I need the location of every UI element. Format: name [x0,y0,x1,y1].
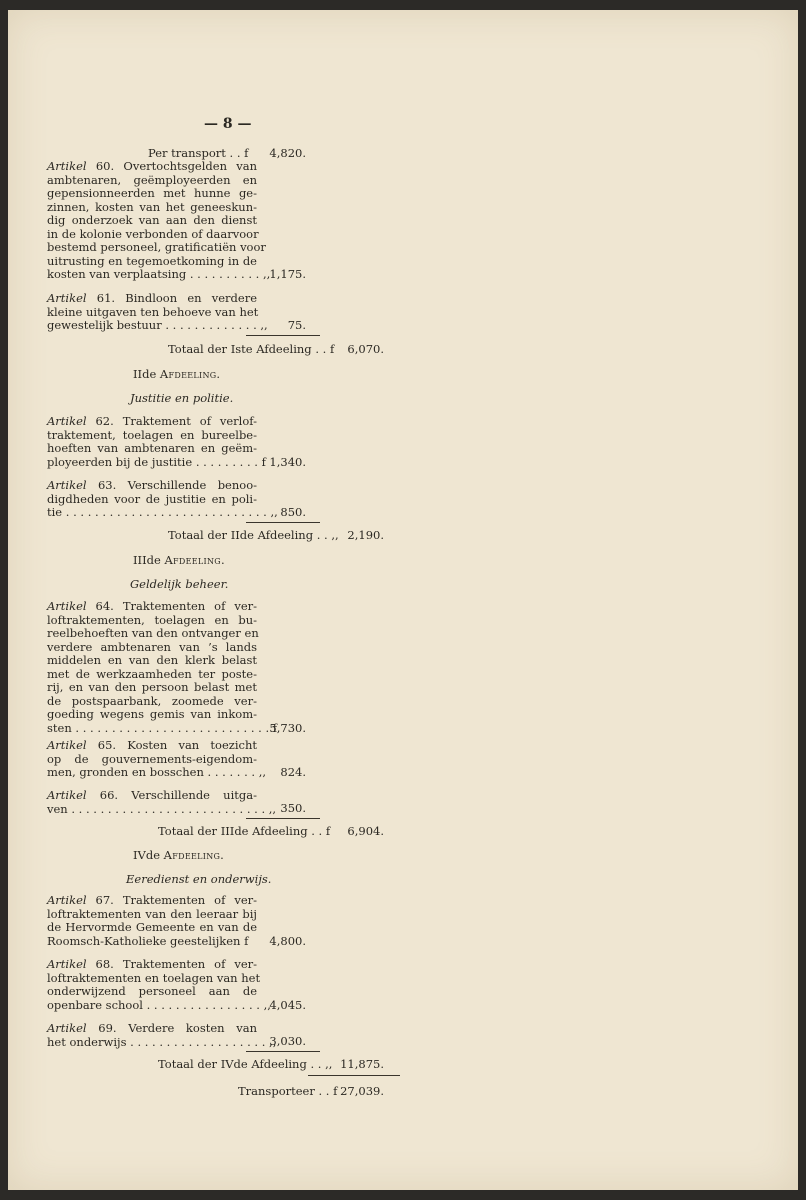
article-66-amount: 350. [280,801,306,815]
total-section-3-label: Totaal der IIIde Afdeeling . . f [158,824,331,838]
total-section-1-amount: 6,070. [347,342,384,356]
section-2-subtitle: Justitie en politie. [130,391,234,405]
article-66: Artikel 66. Verschillende uitga- ven . . . . . . . . . . . . . . . . . . . . . . . . . . . ,, [47,788,277,816]
subtotal-rule [246,335,320,336]
article-60-amount: 1,175. [269,267,306,281]
article-69-amount: 3,030. [269,1034,306,1048]
article-60: Artikel 60. Overtochtsgelden van ambtenaren, geëmployeerden en gepensionneerden met hunne ge- zinnen, kosten van het geneeskun- dig onderzoek van aan den dienst in de kolonie verbonden of daarvoor bestemd personeel, gratificatiën voor uitrusting en tegemoetkoming in de kosten van verplaatsing . . . . . . . . . . ,, [47,159,271,281]
article-68-amount: 4,045. [269,998,306,1012]
article-63: Artikel 63. Verschillende benoo- digdheden voor de justitie en poli- tie . . . . . . . . . . . . . . . . . . . . . . . . . . . . ,, [47,478,278,519]
article-63-amount: 850. [280,505,306,519]
article-62: Artikel 62. Traktement of verlof- traktement, toelagen en bureelbe- hoeften van ambtenaren en geëm- ployeerden bij de justitie . . . . . . . . . f [47,414,266,469]
total-section-2-label: Totaal der IIde Afdeeling . . ,, [168,528,339,542]
article-61: Artikel 61. Bindloon en verdere kleine uitgaven ten behoeve van het gewestelijk bestuur . . . . . . . . . . . . . ,, [47,291,268,332]
article-67-amount: 4,800. [269,934,306,948]
total-section-1-label: Totaal der Iste Afdeeling . . f [168,342,335,356]
article-65-amount: 824. [280,765,306,779]
subtotal-rule [246,522,320,523]
article-65: Artikel 65. Kosten van toezicht op de gouvernements-eigendom- men, gronden en bosschen . . . . . . . ,, [47,738,267,779]
subtotal-rule [246,818,320,819]
transport-in-amount: 4,820. [269,146,306,160]
transport-out-label: Transporteer . . f [238,1084,338,1098]
article-68: Artikel 68. Traktementen of ver- loftraktementen en toelagen van het onderwijzend personeel aan de openbare school . . . . . . . . . . . . . . . . ,, [47,957,271,1012]
transport-in-label: Per transport . . f [148,146,249,160]
article-64: Artikel 64. Traktementen of ver- loftraktementen, toelagen en bu- reelbehoeften van den ontvanger en verdere ambtenaren van ’s lands middelen en van den klerk belast met de werkzaamheden ter poste- rij, en van den persoon belast met de postspaarbank, zoomede ver- goeding wegens gemis van inkom- sten . . . . . . . . . . . . . . . . . . . . . . . . . . . f [47,599,278,735]
article-69: Artikel 69. Verdere kosten van het onderwijs . . . . . . . . . . . . . . . . . . . ,, [47,1021,277,1049]
section-2-heading: IIde Afdeeling. [133,367,221,381]
section-4-heading: IVde Afdeeling. [133,848,225,862]
page-number: — 8 — [204,116,252,132]
grand-total-rule [308,1075,400,1076]
total-section-4-label: Totaal der IVde Afdeeling . . ,, [158,1057,333,1071]
total-section-2-amount: 2,190. [347,528,384,542]
section-3-subtitle: Geldelijk beheer. [130,577,229,591]
document-page [8,10,798,1190]
article-61-amount: 75. [287,318,306,332]
subtotal-rule [246,1051,320,1052]
total-section-3-amount: 6,904. [347,824,384,838]
article-62-amount: 1,340. [269,455,306,469]
transport-out-amount: 27,039. [340,1084,384,1098]
artikel-word: Artikel [47,159,87,173]
total-section-4-amount: 11,875. [340,1057,384,1071]
article-67: Artikel 67. Traktementen of ver- loftraktementen van den leeraar bij de Hervormde Gemeente en van de Roomsch-Katholieke geestelijken f [47,893,258,948]
section-4-subtitle: Eeredienst en onderwijs. [126,872,272,886]
article-64-amount: 5,730. [269,721,306,735]
section-3-heading: IIIde Afdeeling. [133,553,225,567]
